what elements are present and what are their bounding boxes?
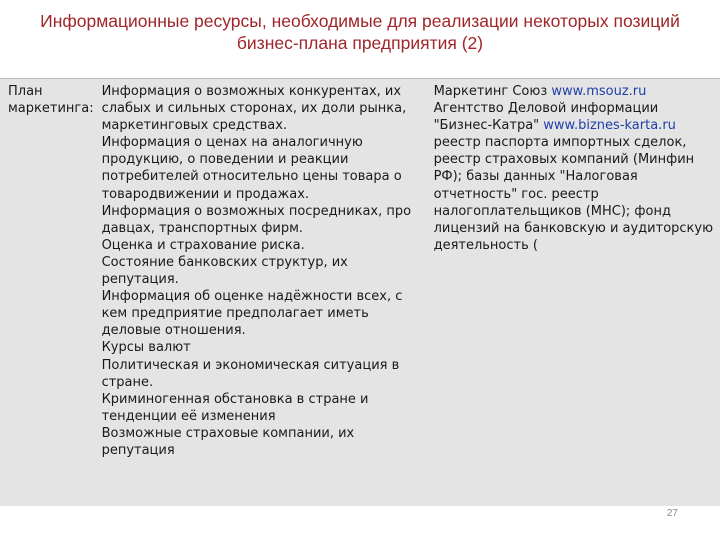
info-item: Информация о возможных конкурентах, их слабых и сильных сторонах, их доли рынка, маркетинговых средствах. bbox=[101, 84, 407, 134]
row-label-cell bbox=[0, 79, 94, 507]
info-item: Возможные страховые компании, их репутация bbox=[101, 425, 355, 458]
info-item: Информация о ценах на аналогичную продукцию, о поведении и реакции потребителей относительно цены товара о товародвижении и продажах. bbox=[101, 135, 402, 202]
table-row bbox=[0, 79, 720, 507]
row-label: План маркетинга: bbox=[8, 84, 94, 117]
info-item: Информация об оценке надёжности всех, с кем предприятие предполагает иметь деловые отношения. bbox=[101, 289, 403, 339]
source-text: Маркетинг Союз bbox=[433, 84, 552, 99]
biznes-karta-link[interactable]: www.biznes-karta.ru bbox=[543, 118, 676, 134]
info-item: Курсы валют bbox=[101, 340, 191, 356]
info-cell bbox=[94, 79, 422, 507]
page-number: 27 bbox=[666, 508, 678, 519]
content-table bbox=[0, 78, 720, 506]
msouz-link[interactable]: www.msouz.ru bbox=[551, 84, 647, 99]
info-item: Состояние банковских структур, их репутация. bbox=[101, 254, 348, 288]
source-text: Агентство Деловой информации "Бизнес-Катра" bbox=[433, 101, 659, 134]
info-item: Политическая и экономическая ситуация в стране. bbox=[101, 357, 400, 390]
source-text: реестр паспорта импортных сделок, реестр страховых компаний (Минфин РФ); базы данных "Налоговая отчетность" гос. реестр налогоплательщиков (МНС); фонд лицензий на банковскую и аудиторскую деятельность ( bbox=[433, 135, 714, 253]
info-item: Оценка и страхование риска. bbox=[101, 237, 305, 253]
info-item: Информация о возможных посредниках, про давцах, транспортных фирм. bbox=[101, 203, 412, 236]
sources-cell bbox=[422, 79, 720, 507]
slide-title: Информационные ресурсы, необходимые для реализации некоторых позиций бизнес-плана предприятия (2) bbox=[40, 11, 680, 53]
info-item: Криминогенная обстановка в стране и тенденции её изменения bbox=[101, 391, 369, 424]
